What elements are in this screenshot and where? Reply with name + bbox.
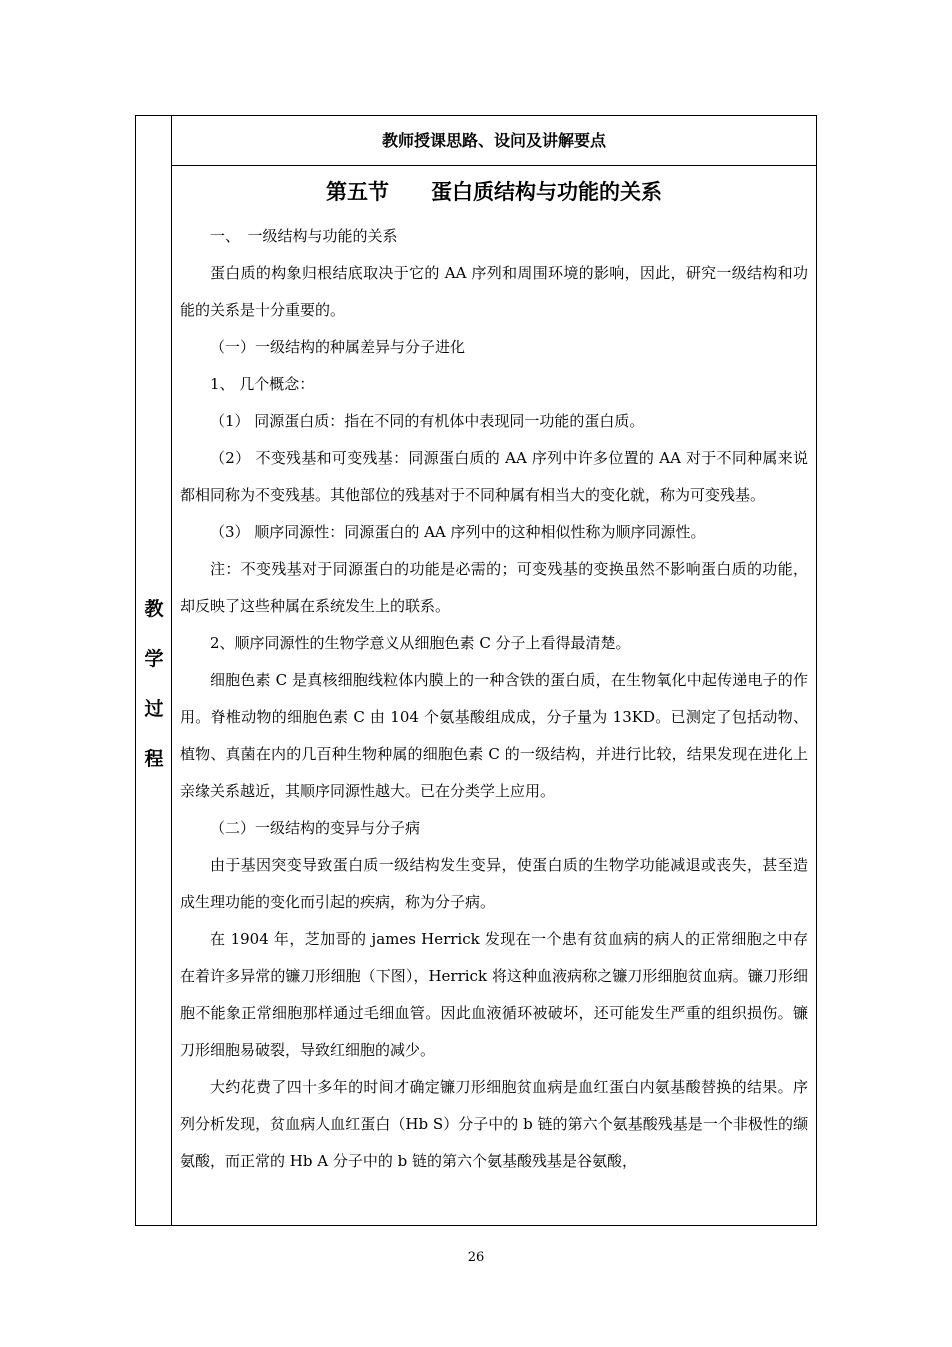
side-label-char: 过 [144, 698, 164, 720]
paragraph: 一、 一级结构与功能的关系 [210, 227, 398, 245]
paragraph: 细胞色素 C 是真核细胞线粒体内膜上的一种含铁的蛋白质，在生物氧化中起传递电子的作用。脊椎动物的细胞色素 C 由 104 个氨基酸组成成，分子量为 13KD。已测定了包括动物、植物、真菌在内的几百种生物种属的细胞色素 C 的一级结构，并进行比较，结果发现在进化上亲缘关系越近，其顺序同源性越大。已在分类学上应用。 [180, 671, 808, 800]
lesson-table [135, 115, 817, 1226]
side-label-char: 教 [144, 598, 164, 620]
paragraph: （二）一级结构的变异与分子病 [210, 819, 421, 837]
page-number: 26 [467, 1250, 485, 1265]
paragraph: 2、顺序同源性的生物学意义从细胞色素 C 分子上看得最清楚。 [210, 634, 631, 652]
paragraph: 注：不变残基对于同源蛋白的功能是必需的；可变残基的变换虽然不影响蛋白质的功能，却反映了这些种属在系统发生上的联系。 [180, 560, 808, 615]
table-header: 教师授课思路、设问及讲解要点 [172, 116, 816, 166]
paragraph: （1） 同源蛋白质：指在不同的有机体中表现同一功能的蛋白质。 [210, 412, 645, 430]
side-column [136, 116, 172, 1225]
paragraph: 1、 几个概念： [210, 375, 315, 393]
paragraph: （2） 不变残基和可变残基：同源蛋白质的 AA 序列中许多位置的 AA 对于不同种属来说都相同称为不变残基。其他部位的残基对于不同种属有相当大的变化就，称为可变残基。 [180, 449, 808, 504]
paragraph: （3） 顺序同源性：同源蛋白的 AA 序列中的这种相似性称为顺序同源性。 [210, 523, 706, 541]
paragraph: 大约花费了四十多年的时间才确定镰刀形细胞贫血病是血红蛋白内氨基酸替换的结果。序列分析发现，贫血病人血红蛋白（Hb S）分子中的 b 链的第六个氨基酸残基是一个非极性的缬氨酸，而正常的 Hb A 分子中的 b 链的第六个氨基酸残基是谷氨酸， [180, 1078, 808, 1170]
paragraph: 由于基因突变导致蛋白质一级结构发生变异，使蛋白质的生物学功能减退或丧失，甚至造成生理功能的变化而引起的疾病，称为分子病。 [180, 856, 808, 911]
section-title: 第五节 蛋白质结构与功能的关系 [326, 180, 662, 204]
paragraph: 蛋白质的构象归根结底取决于它的 AA 序列和周围环境的影响，因此，研究一级结构和功能的关系是十分重要的。 [180, 264, 808, 319]
paragraph: （一）一级结构的种属差异与分子进化 [210, 338, 466, 356]
side-label-char: 程 [144, 748, 164, 770]
side-label-char: 学 [144, 648, 164, 670]
content-cell [172, 166, 816, 1225]
paragraph: 在 1904 年，芝加哥的 james Herrick 发现在一个患有贫血病的病人的正常细胞之中存在着许多异常的镰刀形细胞（下图），Herrick 将这种血液病称之镰刀形细胞贫血病。镰刀形细胞不能象正常细胞那样通过毛细血管。因此血液循环被破坏，还可能发生严重的组织损伤。镰刀形细胞易破裂，导致红细胞的减少。 [180, 930, 808, 1059]
side-label-teaching-process [136, 584, 172, 784]
